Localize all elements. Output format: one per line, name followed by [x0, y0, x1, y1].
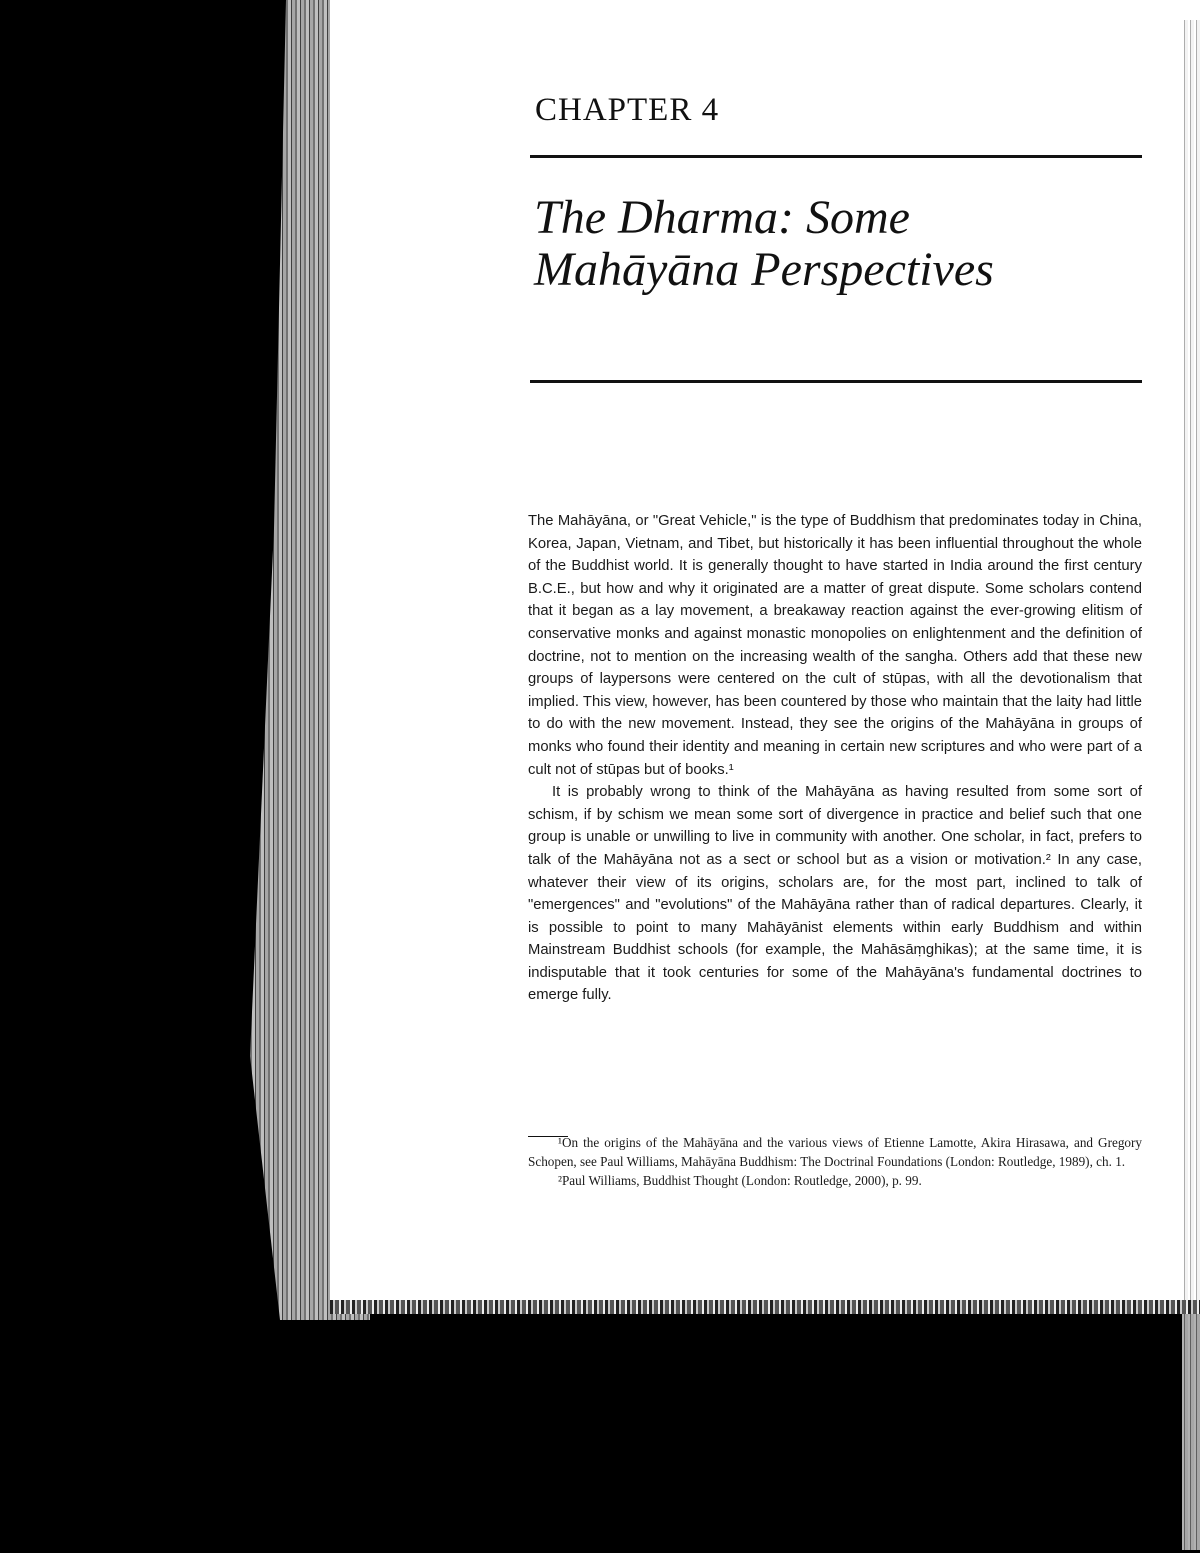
- chapter-title: [534, 192, 1154, 296]
- paragraph: It is probably wrong to think of the Mahāyāna as having resulted from some sort of schism, if by schism we mean some sort of divergence in practice and belief such that one group is unable or unwilling to live in community with another. One scholar, in fact, prefers to talk of the Mahāyāna not as a sect or school but as a vision or motivation.² In any case, whatever their view of its origins, scholars are, for the most part, inclined to talk of "emergences" and "evolutions" of the Mahāyāna rather than of radical departures. Clearly, it is possible to point to many Mahāyānist elements within early Buddhism and within Mainstream Buddhist schools (for example, the Mahāsāṃghikas); at the same time, it is indisputable that it took centuries for some of the Mahāyāna's fundamental doctrines to emerge fully.: [528, 784, 1142, 1004]
- bottom-rule: [530, 380, 1142, 383]
- body-text: [528, 510, 1142, 1007]
- book-bottom-edge: [330, 1300, 1200, 1314]
- title-line-1: The Dharma: Some: [534, 191, 910, 244]
- title-line-2: Mahāyāna Perspectives: [534, 243, 994, 296]
- paragraph: The Mahāyāna, or "Great Vehicle," is the type of Buddhism that predominates today in China, Korea, Japan, Vietnam, and Tibet, but historically it has been influential throughout the whole of the Buddhist world. It is generally thought to have started in India around the first century B.C.E., but how and why it originated are a matter of great dispute. Some scholars contend that it began as a lay movement, a breakaway reaction against the ever-growing elitism of conservative monks and against monastic monopolies on enlightenment and the definition of doctrine, not to mention on the increasing wealth of the sangha. Others add that these new groups of laypersons were centered on the cult of stūpas, with all the devotionalism that implied. This view, however, has been countered by those who maintain that the laity had little to do with the new movement. Instead, they see the origins of the Mahāyāna in groups of monks who found their identity and meaning in certain new scriptures and who were part of a cult not of stūpas but of books.¹: [528, 513, 1142, 778]
- footnote: ²Paul Williams, Buddhist Thought (London: Routledge, 2000), p. 99.: [558, 1173, 922, 1188]
- chapter-label: CHAPTER 4: [535, 92, 720, 128]
- book-right-edge: [1182, 20, 1200, 1550]
- footnote: ¹On the origins of the Mahāyāna and the various views of Etienne Lamotte, Akira Hirasawa, and Gregory Schopen, see Paul Williams, Mahāyāna Buddhism: The Doctrinal Foundations (London: Routledge, 1989), ch. 1.: [528, 1135, 1142, 1169]
- top-rule: [530, 155, 1142, 158]
- footnotes: [528, 1133, 1142, 1190]
